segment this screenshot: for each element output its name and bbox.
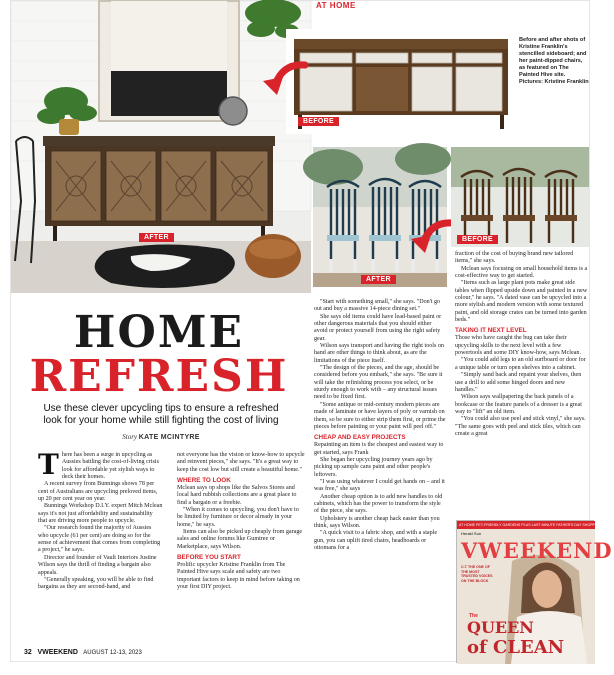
cover-brand: Herald Sun	[461, 531, 482, 536]
article-column-2	[177, 452, 305, 592]
subhead-cheap-easy: CHEAP AND EASY PROJECTS	[314, 434, 406, 442]
col4-p8: "You could also use peel and stick vinyl," she says. "The same goes with peel and stick tiles, which can create a great	[455, 416, 586, 437]
col3-p11: "A quick visit to a fabric shop, and with a staple gun, you can uplift tired chairs, headboards or ottomans for a	[314, 530, 438, 551]
col2-p1: not everyone has the vision or know-how to upcycle and reinvent pieces," she says. "It's a great way to keep the cost low but still create a beautiful home."	[177, 452, 305, 473]
before-tag-chairs: BEFORE	[457, 235, 498, 244]
col2-p5: Prolific upcycler Kristine Franklin from The Painted Hive says scale and safety are two important factors to keep in mind before taking on your first DIY project.	[177, 562, 300, 591]
headline-line-1: HOME	[73, 307, 245, 358]
after-tag-chairs: AFTER	[361, 275, 396, 284]
page-footer	[24, 649, 142, 656]
before-tag: BEFORE	[298, 117, 339, 126]
col4-p4: Those who have caught the bug can take their upcycling skills to the next level with a few powertools and some DIY know-how, says Mclean.	[455, 335, 581, 357]
subhead-before-you-start: BEFORE YOU START	[177, 554, 241, 562]
arrow-icon-chairs	[409, 215, 457, 255]
byline-author: KATE MCINTYRE	[138, 434, 200, 441]
col3-p9: Another cheap option is to add new handles to old cabinets, which has the power to transform the style of the piece, she says.	[314, 493, 443, 515]
arrow-icon	[261, 57, 309, 97]
article-column-1	[38, 448, 163, 592]
after-tag: AFTER	[139, 233, 174, 242]
article-column-4	[455, 251, 589, 438]
byline	[11, 433, 311, 441]
article-column-3	[314, 299, 446, 552]
col3-p8: "I was using whatever I could get hands on – and it was free," she says	[314, 478, 445, 493]
col2-p4: Items can also be picked up cheaply from garage sales and online forums like Gumtree or Marketplace, says Wilson.	[177, 529, 303, 550]
page-number: 32	[24, 649, 32, 656]
cover-banner: AT HOME PET-FRIENDLY GARDENS PLUS LAST MINUTE FATHER'S DAY SHOPPING GUIDE	[459, 523, 614, 527]
cover-headline-the: The	[469, 613, 478, 619]
col3-p7: She began her upcycling journey years ago by picking up sample cans paint and other people's leftovers.	[314, 456, 433, 478]
col1-p3: Bunnings Workshop D.I.Y. expert Mitch Mclean says it's not just affordability and sustainability that are driving more people to upcycle.	[38, 503, 163, 525]
col3-p10: Upholstery is another cheap hack easier than you think, says Wilson.	[314, 515, 440, 529]
col4-p5: "You could add legs to an old surfboard or door for a unique table or turn open shelves into a cabinet.	[455, 357, 586, 371]
col3-p2: She says old items could have lead-based paint or other dangerous materials that you should either avoid or protect yourself from using the right safety gear.	[314, 313, 442, 342]
byline-label: Story	[122, 433, 138, 441]
col4-p3: "Items such as large plant pots make great side tables when flipped upside down and painted in a new colour," he says. "A dated vase can be upcycled into a more stylish and modern version with some textured paint, and old storage crates can be turned into garden beds."	[455, 280, 588, 324]
footer-date: AUGUST 12-13, 2023	[83, 650, 142, 656]
col4-p1: fraction of the cost of buying brand new tailored items," she says.	[455, 251, 574, 265]
cover-strap: C-T THE ONE OF THE MOST TRUSTED VOICES ON THE BLOCK	[461, 565, 493, 583]
headline-line-2: REFRESH	[29, 351, 289, 402]
col3-p3: Wilson says transport and having the right tools on hand are other things to think about, as are the limitations of the piece itself.	[314, 343, 444, 364]
col4-p6: "Simply sand back and repaint your shelves, then use a drill to add some hinged doors and new handles."	[455, 372, 582, 393]
col4-p7: Wilson says wallpapering the back panels of a bookcase or the feature panels of a dresser is a great way to "lift" an old item.	[455, 394, 582, 415]
cover-headline-clean: of CLEAN	[467, 637, 565, 658]
footer-mag: VWEEKEND	[37, 649, 78, 656]
col3-p6: Repainting an item is the cheapest and easiest way to get started, says Frank	[314, 442, 444, 456]
col2-p2: Mclean says op shops like the Salvos Stores and local hard rubbish collections are a great place to find a bargain or a freebie.	[177, 485, 297, 506]
sideboard-after-photo	[11, 1, 311, 293]
magazine-cover-inset	[456, 520, 614, 663]
magazine-page	[10, 0, 614, 662]
cover-title: VWEEKEND	[461, 538, 613, 563]
photo-caption: Before and after shots of Kristine Franklin's stencilled sideboard; and her paint-dipped chairs, as featured on The Painted Hive site. Pictures: Kristine Franklin	[519, 37, 589, 85]
chairs-before-photo	[451, 147, 589, 247]
cover-headline-queen: QUEEN	[467, 618, 534, 637]
col1-p6: "Generally speaking, you will be able to find bargains as they are second-hand, and	[38, 576, 154, 591]
sideboard-before-photo	[286, 29, 516, 134]
col1-p5: Director and founder of Vault Interiors Justine Wilson says the thrill of finding a bargain also appeals.	[38, 554, 157, 576]
col1-p2: A recent survey from Bunnings shows 78 per cent of Australians are upcycling preloved items, up 20 per cent year on year.	[38, 481, 158, 503]
col4-p2: Mclean says focusing on small household items is a cost-effective way to get started.	[455, 265, 588, 280]
dropcap: T	[38, 448, 59, 481]
section-label: AT HOME	[316, 1, 356, 10]
subhead-next-level: TAKING IT NEXT LEVEL	[455, 327, 527, 335]
col1-p1: here has been a surge in upcycling as Aussies battling the cost-of-living crisis look for affordable yet stylish ways to deck their homes.	[61, 452, 159, 481]
col3-p4: "The design of the pieces, and the age, should be considered before you embark," she says. "Be sure it will take the refinishing process you select, or be sturdy enough to work with – any structural issues need to be fixed first.	[314, 365, 443, 401]
standfirst: Use these clever upcycling tips to ensure a refreshed look for your home while still fighting the cost of living	[43, 403, 279, 426]
col1-p4: "Our research found the majority of Aussies who upcycle (61 per cent) are doing so for the sense of achievement that comes from completing a project," he says.	[38, 525, 161, 554]
col3-p1: "Start with something small," she says. "Don't go out and buy a massive 14-piece dining set."	[314, 299, 441, 313]
col2-p3: "When it comes to upcycling, you don't have to be limited by furniture or decor already in your home," he says.	[177, 507, 299, 528]
col3-p5: "Some antique or mid-century modern pieces are made of laminate or have layers of poly or varnish on them, so be sure to either strip them first, or prime the pieces before painting or your paint will peel off."	[314, 401, 446, 430]
subhead-where-to-look: WHERE TO LOOK	[177, 477, 231, 485]
